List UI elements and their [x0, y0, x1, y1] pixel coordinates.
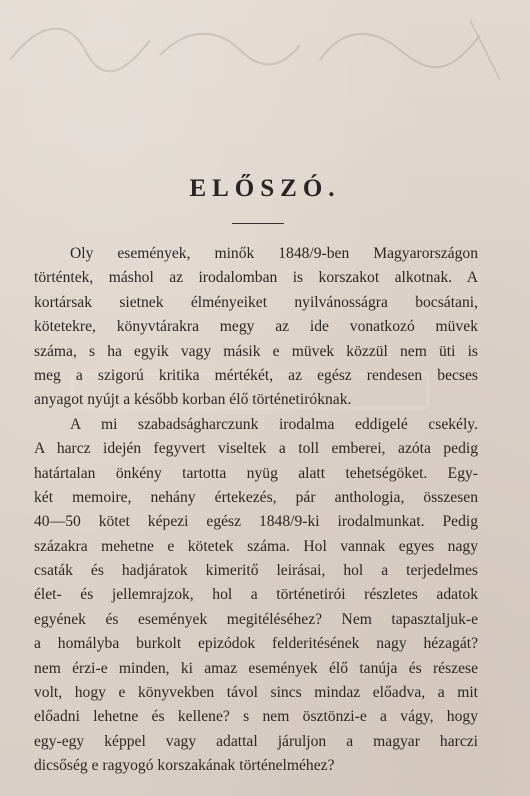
text-line: a homályba burkolt epizódok felderitésének nagy hézagát?: [34, 635, 478, 653]
body-text: [34, 242, 478, 779]
bleed-through-handwriting: [0, 0, 530, 110]
text-line: csaták és hadjáratok kimeritő leirásai, hol a terjedelmes: [34, 562, 478, 580]
text-line: nem érzi-e minden, ki amaz események élő tanúja és részese: [34, 659, 478, 677]
text-line: anyagot nyújt a később korban élő történetiróknak.: [34, 391, 352, 409]
text-line: határtalan önkény tartotta nyüg alatt tehetségöket. Egy-: [34, 464, 478, 482]
text-line: százakra mehetne e kötetek száma. Hol vannak egyes nagy: [34, 537, 478, 555]
text-line: meg a szigorú kritika mértékét, az egész rendesen becses: [34, 366, 478, 384]
text-line: kortársak sietnek élményeiket nyilvánosságra bocsátani,: [34, 293, 478, 311]
text-line: A harcz idején fegyvert viseltek a toll emberei, azóta pedig: [34, 440, 478, 458]
text-line: dicsőség e ragyogó korszakának történelméhez?: [34, 757, 335, 775]
text-line: Oly események, minők 1848/9-ben Magyarországon: [70, 245, 478, 262]
text-line: előadni lehetne és kellene? s nem ösztönzi-e a vágy, hogy: [34, 708, 478, 726]
title-divider: [232, 223, 284, 224]
text-line: egyének és események megitéléséhez? Nem tapasztaljuk-e: [34, 610, 478, 628]
text-line: volt, hogy e könyvekben távol sincs mindaz előadva, a mit: [34, 684, 478, 702]
page-title: ELŐSZÓ.: [189, 175, 341, 202]
text-line: egy-egy képpel vagy adattal járuljon a magyar harczi: [34, 732, 478, 750]
text-line: történtek, máshol az irodalomban is korszakot alkotnak. A: [34, 269, 478, 287]
text-line: A mi szabadságharczunk irodalma eddigelé csekély.: [70, 415, 478, 433]
paragraph-1: [34, 242, 478, 413]
paragraph-2: [34, 413, 478, 779]
text-line: kötetekre, könyvtárakra megy az ide vonatkozó müvek: [34, 318, 478, 336]
text-line: élet- és jellemrajzok, hol a történetirói részletes adatok: [34, 586, 478, 604]
text-line: két memoire, nehány értekezés, pár anthologia, összesen: [34, 488, 478, 506]
text-line: száma, s ha egyik vagy másik e müvek közzül nem üti is: [34, 342, 478, 360]
text-line: 40—50 kötet képezi egész 1848/9-ki irodalmunkat. Pedig: [34, 513, 478, 531]
